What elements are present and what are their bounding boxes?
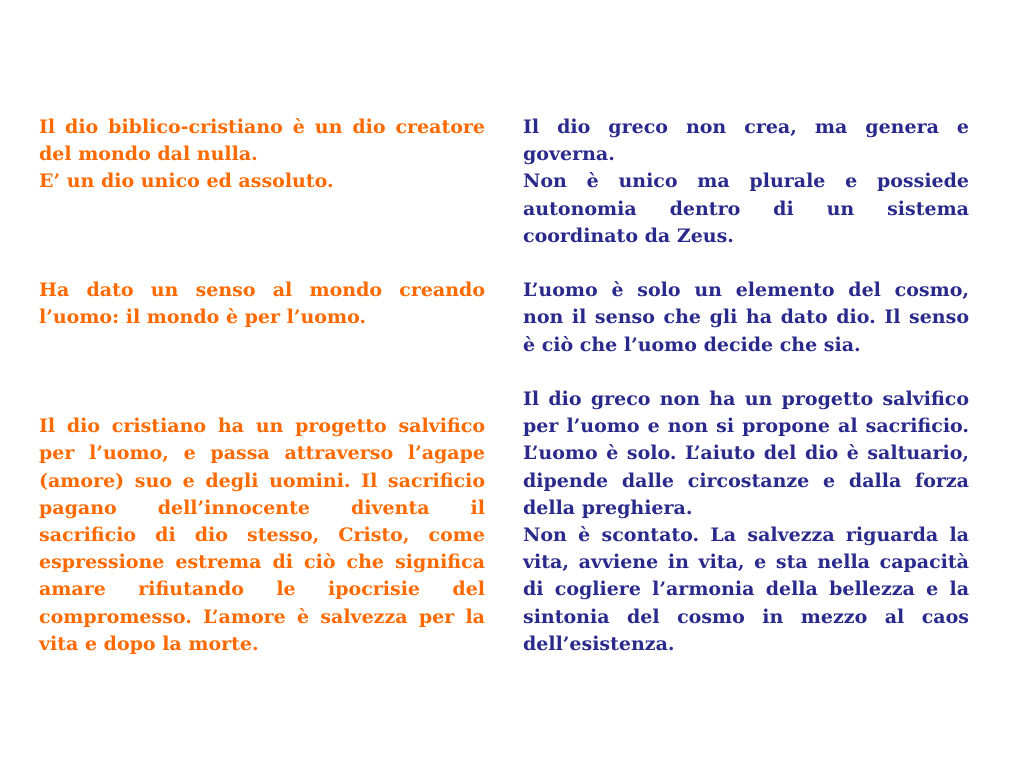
meaning-paragraph: Ha dato un senso al mondo creando l’uomo: il mondo è per l’uomo. [39, 279, 485, 329]
spacer [523, 359, 969, 386]
creator-paragraph: Il dio biblico-cristiano è un dio creatore del mondo dal nulla. [39, 116, 485, 166]
greek-god-column [523, 114, 969, 658]
harmony-paragraph: Non è scontato. La salvezza riguarda la vita, avviene in vita, e sta nella capacità di cogliere l’armonia della bellezza e la sintonia del cosmo in mezzo al caos dell’esistenza. [523, 524, 969, 655]
generates-paragraph: Il dio greco non crea, ma genera e governa. [523, 116, 969, 166]
spacer [39, 332, 485, 414]
christian-god-column [39, 114, 485, 658]
salvation-paragraph: Il dio cristiano ha un progetto salvifico per l’uomo, e passa attraverso l’agape (amore) suo e degli uomini. Il sacrificio pagano dell’innocente diventa il sacrificio di dio stesso, Cristo, come espressione estrema di ciò che significa amare rifiutando le ipocrisie del compromesso. L’amore è salvezza per la vita e dopo la morte. [39, 415, 485, 655]
cosmos-paragraph: L’uomo è solo un elemento del cosmo, non il senso che gli ha dato dio. Il senso è ciò che l’uomo decide che sia. [523, 279, 969, 356]
no-salvation-paragraph: Il dio greco non ha un progetto salvifico per l’uomo e non si propone al sacrificio. L’uomo è solo. L’aiuto del dio è saltuario, dipende dalle circostanze e dalla forza della preghiera. [523, 388, 969, 519]
plural-gods-paragraph: Non è unico ma plurale e possiede autonomia dentro di un sistema coordinato da Zeus. [523, 170, 969, 247]
spacer [523, 250, 969, 277]
unique-god-paragraph: E’ un dio unico ed assoluto. [39, 170, 334, 193]
spacer [39, 196, 485, 278]
